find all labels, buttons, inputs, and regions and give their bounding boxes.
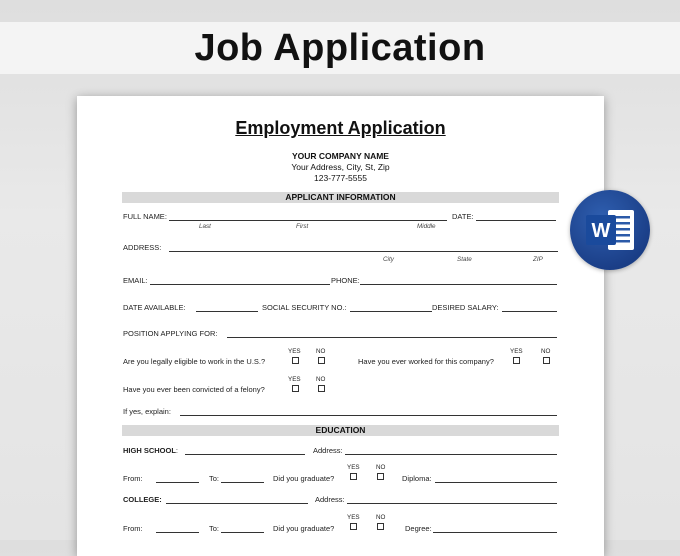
explain-field[interactable]: [180, 415, 557, 416]
zip-caption: ZIP: [533, 256, 543, 263]
college-address-label: Address:: [315, 495, 345, 504]
application-form-page: [77, 96, 604, 556]
high-school-field[interactable]: [185, 454, 305, 455]
date-available-label: DATE AVAILABLE:: [123, 303, 186, 312]
position-field[interactable]: [227, 337, 557, 338]
college-graduate-yes-label: YES: [347, 514, 360, 521]
college-label: COLLEGE:: [123, 495, 162, 504]
date-field[interactable]: [476, 220, 556, 221]
section-education: EDUCATION: [122, 425, 559, 436]
high-school-label: HIGH SCHOOL:: [123, 446, 179, 455]
high-school-address-label: Address:: [313, 446, 343, 455]
desired-salary-label: DESIRED SALARY:: [432, 303, 499, 312]
banner-title: Job Application: [194, 27, 486, 69]
position-label: POSITION APPLYING FOR:: [123, 329, 218, 338]
date-label: DATE:: [452, 212, 474, 221]
form-title: Employment Application: [235, 118, 446, 138]
college-to-field[interactable]: [221, 532, 264, 533]
worked-yes-checkbox[interactable]: [513, 357, 520, 364]
felony-yes-label: YES: [288, 376, 301, 383]
company-name: YOUR COMPANY NAME: [292, 151, 389, 161]
phone-field[interactable]: [360, 284, 557, 285]
city-caption: City: [383, 256, 394, 263]
eligible-no-label: NO: [316, 348, 326, 355]
eligible-yes-checkbox[interactable]: [292, 357, 299, 364]
section-applicant-information: APPLICANT INFORMATION: [122, 192, 559, 203]
worked-before-question: Have you ever worked for this company?: [358, 357, 494, 366]
eligible-yes-label: YES: [288, 348, 301, 355]
last-caption: Last: [199, 223, 211, 230]
desired-salary-field[interactable]: [502, 311, 557, 312]
felony-no-checkbox[interactable]: [318, 385, 325, 392]
hs-from-label: From:: [123, 474, 143, 483]
hs-graduate-yes-checkbox[interactable]: [350, 473, 357, 480]
word-icon-graphic: [570, 190, 650, 270]
state-caption: State: [457, 256, 472, 263]
eligible-question: Are you legally eligible to work in the U.S.?: [123, 357, 266, 366]
felony-yes-checkbox[interactable]: [292, 385, 299, 392]
college-to-label: To:: [209, 524, 220, 533]
degree-field[interactable]: [433, 532, 557, 533]
diploma-label: Diploma:: [402, 474, 432, 483]
felony-question: Have you ever been convicted of a felony?: [123, 385, 265, 394]
first-caption: First: [296, 223, 309, 230]
worked-no-label: NO: [541, 348, 551, 355]
ssn-label: SOCIAL SECURITY NO.:: [262, 303, 347, 312]
company-address: Your Address, City, St, Zip: [291, 162, 390, 172]
phone-label: PHONE:: [331, 276, 360, 285]
banner: [0, 22, 680, 74]
ssn-field[interactable]: [350, 311, 432, 312]
college-graduate-yes-checkbox[interactable]: [350, 523, 357, 530]
college-from-label: From:: [123, 524, 143, 533]
worked-yes-label: YES: [510, 348, 523, 355]
hs-graduate-no-checkbox[interactable]: [377, 473, 384, 480]
hs-from-field[interactable]: [156, 482, 199, 483]
hs-graduate-no-label: NO: [376, 464, 386, 471]
college-graduate-no-label: NO: [376, 514, 386, 521]
diploma-field[interactable]: [435, 482, 557, 483]
email-field[interactable]: [150, 284, 330, 285]
hs-graduate-question: Did you graduate?: [273, 474, 335, 483]
college-graduate-no-checkbox[interactable]: [377, 523, 384, 530]
hs-graduate-yes-label: YES: [347, 464, 360, 471]
eligible-no-checkbox[interactable]: [318, 357, 325, 364]
full-name-field[interactable]: [169, 220, 447, 221]
hs-to-label: To:: [209, 474, 220, 483]
felony-no-label: NO: [316, 376, 326, 383]
email-label: EMAIL:: [123, 276, 148, 285]
degree-label: Degree:: [405, 524, 432, 533]
svg-text:W: W: [591, 220, 611, 242]
date-available-field[interactable]: [196, 311, 258, 312]
hs-to-field[interactable]: [221, 482, 264, 483]
address-field[interactable]: [169, 251, 558, 252]
explain-label: If yes, explain:: [123, 407, 171, 416]
full-name-label: FULL NAME:: [123, 212, 167, 221]
college-from-field[interactable]: [156, 532, 199, 533]
college-address-field[interactable]: [347, 503, 557, 504]
worked-no-checkbox[interactable]: [543, 357, 550, 364]
college-graduate-question: Did you graduate?: [273, 524, 335, 533]
college-field[interactable]: [166, 503, 308, 504]
company-phone: 123-777-5555: [314, 173, 367, 183]
middle-caption: Middle: [417, 223, 436, 230]
address-label: ADDRESS:: [123, 243, 162, 252]
high-school-address-field[interactable]: [345, 454, 557, 455]
word-icon: [570, 190, 650, 270]
